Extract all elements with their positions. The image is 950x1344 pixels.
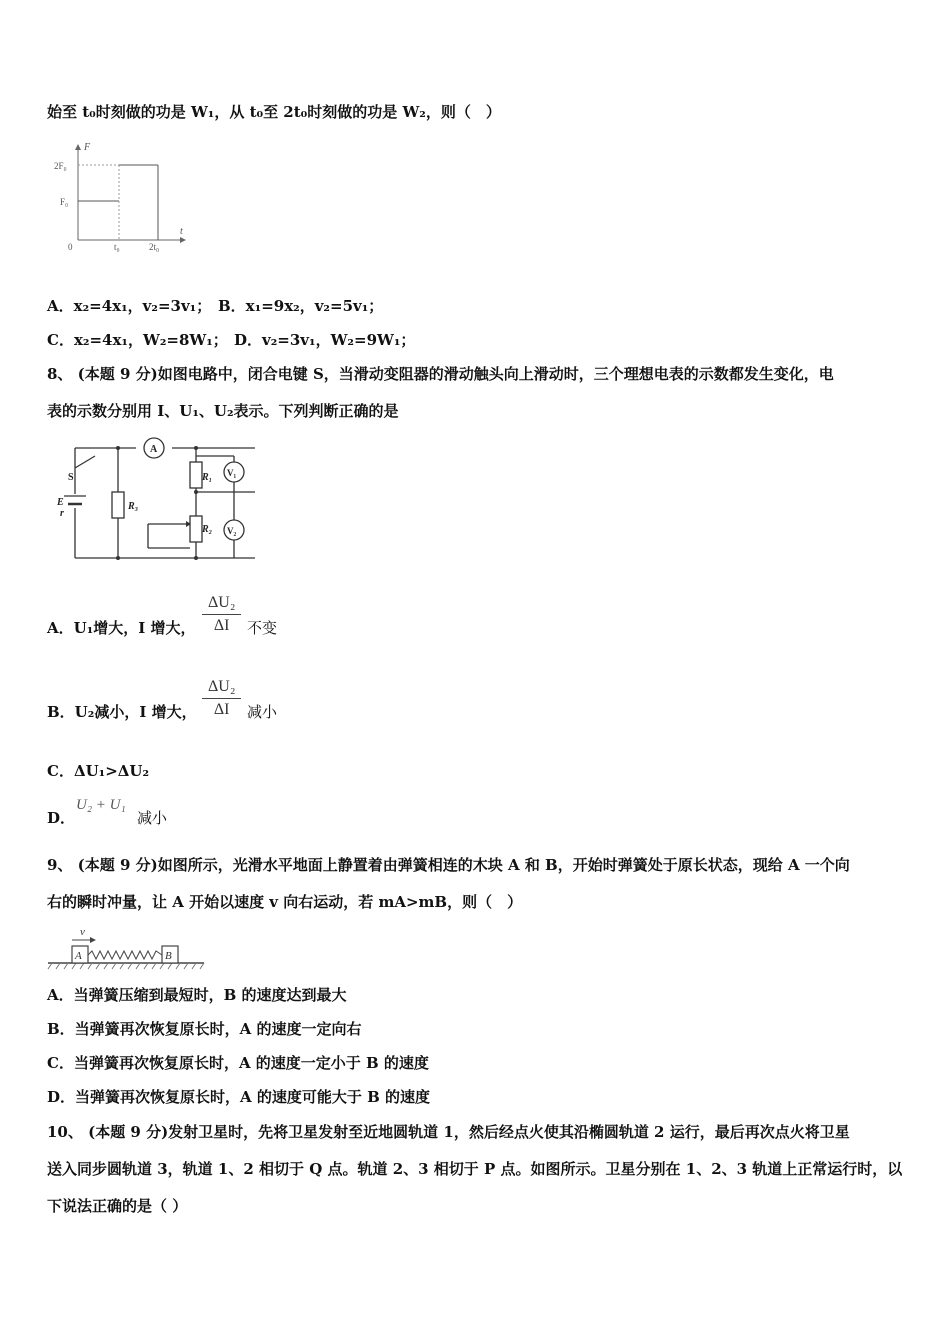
q8-option-d[interactable]: D．: [47, 809, 76, 827]
q10-stem-line3: 下说法正确的是（ ）: [47, 1197, 188, 1215]
q8-option-a-text: A．U₁增大，I 增大，: [47, 619, 196, 637]
q7-option-d[interactable]: D．v₂=3v₁，W₂=9W₁；: [234, 331, 416, 349]
r3-label: R₃: [128, 501, 139, 512]
q7-option-b[interactable]: B．x₁=9x₂，v₂=5v₁；: [218, 297, 384, 315]
q7-option-c[interactable]: C．x₂=4x₁，W₂=8W₁；: [47, 331, 228, 349]
q9-option-b[interactable]: B．当弹簧再次恢复原长时，A 的速度一定向右: [47, 1020, 362, 1038]
q8-option-a-fraction: [202, 594, 241, 635]
q10-stem-line2: 送入同步圆轨道 3，轨道 1、2 相切于 Q 点。轨道 2、3 相切于 P 点。如图所示。卫星分别在 1、2、3 轨道上正常运行时，以: [47, 1160, 903, 1178]
v1-label: V₁: [227, 468, 237, 478]
q8-option-b-suffix: 减小: [247, 703, 278, 721]
r2-label: R₂: [202, 524, 213, 535]
q9-stem-line1: 9、 (本题 9 分)如图所示，光滑水平地面上静置着由弹簧相连的木块 A 和 B，开始时弹簧处于原长状态，现给 A 一个向: [47, 856, 850, 874]
v2-label: V₂: [227, 526, 237, 536]
q10-stem-line1: 10、 (本题 9 分)发射卫星时，先将卫星发射至近地圆轨道 1，然后经点火使其沿椭圆轨道 2 运行，最后再次点火将卫星: [47, 1123, 850, 1141]
circuit-diagram: [50, 436, 270, 566]
r1-label: R₁: [202, 472, 213, 483]
x-tick-2t0: 2t₀: [149, 242, 160, 252]
q8-option-d-suffix: 减小: [137, 809, 168, 827]
q8-option-b[interactable]: [47, 702, 197, 722]
y-tick-f0: F₀: [60, 197, 69, 207]
fraction-numerator: ΔU₂: [208, 594, 236, 611]
velocity-label: v: [80, 926, 85, 938]
y-tick-2f0: 2F₀: [54, 161, 67, 171]
q9-option-c[interactable]: C．当弹簧再次恢复原长时，A 的速度一定小于 B 的速度: [47, 1054, 429, 1072]
x-axis-label: t: [180, 226, 183, 237]
internal-resistance-label: r: [60, 508, 64, 519]
q8-option-b-text: B．U₂减小，I 增大，: [47, 703, 197, 721]
switch-label: S: [68, 472, 74, 483]
q8-option-a[interactable]: [47, 618, 196, 638]
fraction-numerator: ΔU₂: [208, 678, 236, 695]
q7-option-a[interactable]: A．x₂=4x₁，v₂=3v₁；: [47, 297, 212, 315]
ammeter-label: A: [150, 444, 158, 455]
q8-option-c[interactable]: C．ΔU₁>ΔU₂: [47, 762, 150, 780]
q8-option-a-suffix: 不变: [247, 619, 278, 637]
fraction-denominator: ΔI: [213, 701, 230, 718]
q8-option-d-expression: U₂ + U₁: [76, 797, 126, 813]
block-b-label: B: [165, 950, 172, 962]
emf-label: E: [57, 497, 64, 508]
force-time-graph: [40, 138, 200, 258]
fraction-denominator: ΔI: [213, 617, 230, 634]
q8-stem-line2: 表的示数分别用 I、U₁、U₂表示。下列判断正确的是: [47, 402, 399, 420]
q9-option-d[interactable]: D．当弹簧再次恢复原长时，A 的速度可能大于 B 的速度: [47, 1088, 430, 1106]
continued-question-line: 始至 t₀时刻做的功是 W₁，从 t₀至 2t₀时刻做的功是 W₂，则（ ）: [47, 103, 501, 121]
x-tick-t0: t₀: [114, 242, 120, 252]
spring-block-figure: [46, 922, 210, 972]
q8-stem-line1: 8、 (本题 9 分)如图电路中，闭合电键 S，当滑动变阻器的滑动触头向上滑动时，三个理想电表的示数都发生变化，电: [47, 365, 834, 383]
block-a-label: A: [75, 950, 82, 962]
origin-label: 0: [68, 242, 73, 252]
q9-option-a[interactable]: A．当弹簧压缩到最短时，B 的速度达到最大: [47, 986, 347, 1004]
y-axis-label: F: [84, 142, 91, 153]
q9-stem-line2: 右的瞬时冲量，让 A 开始以速度 v 向右运动，若 mA>mB，则（ ）: [47, 893, 523, 911]
q8-option-b-fraction: [202, 678, 241, 719]
